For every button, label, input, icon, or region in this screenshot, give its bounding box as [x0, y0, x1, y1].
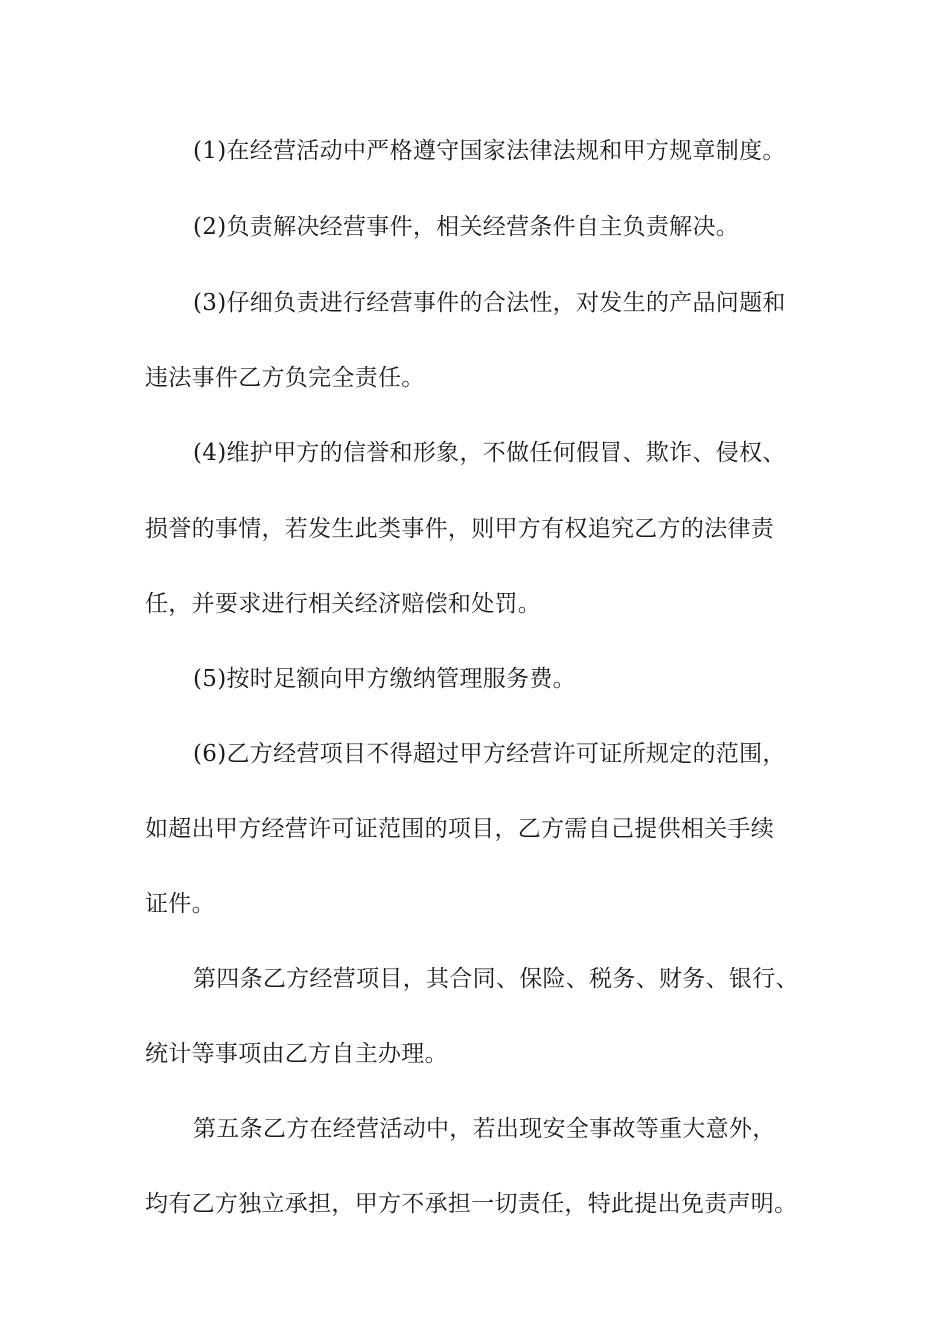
article-5-line-1: 第五条乙方在经营活动中，若出现安全事故等重大意外， [193, 1116, 776, 1142]
clause-4-line-3: 任，并要求进行相关经济赔偿和处罚。 [145, 591, 542, 617]
clause-6-line-2: 如超出甲方经营许可证范围的项目，乙方需自己提供相关手续 [145, 816, 775, 842]
article-4-line-2: 统计等事项由乙方自主办理。 [145, 1041, 448, 1067]
clause-3-line-2: 违法事件乙方负完全责任。 [145, 365, 425, 391]
clause-4-line-2: 损誉的事情，若发生此类事件，则甲方有权追究乙方的法律责 [145, 516, 775, 542]
clause-6-line-1: (6)乙方经营项目不得超过甲方经营许可证所规定的范围， [193, 741, 786, 767]
clause-2-line-1: (2)负责解决经营事件，相关经营条件自主负责解决。 [193, 214, 740, 240]
clause-6-line-3: 证件。 [145, 891, 215, 917]
clause-4-line-1: (4)维护甲方的信誉和形象，不做任何假冒、欺诈、侵权、 [193, 440, 786, 466]
clause-3-line-1: (3)仔细负责进行经营事件的合法性，对发生的产品问题和 [193, 290, 786, 316]
article-5-line-2: 均有乙方独立承担，甲方不承担一切责任，特此提出免责声明。 [145, 1191, 798, 1217]
clause-1-line-1: (1)在经营活动中严格遵守国家法律法规和甲方规章制度。 [193, 138, 786, 164]
clause-5-line-1: (5)按时足额向甲方缴纳管理服务费。 [193, 666, 576, 692]
article-4-line-1: 第四条乙方经营项目，其合同、保险、税务、财务、银行、 [193, 966, 799, 992]
